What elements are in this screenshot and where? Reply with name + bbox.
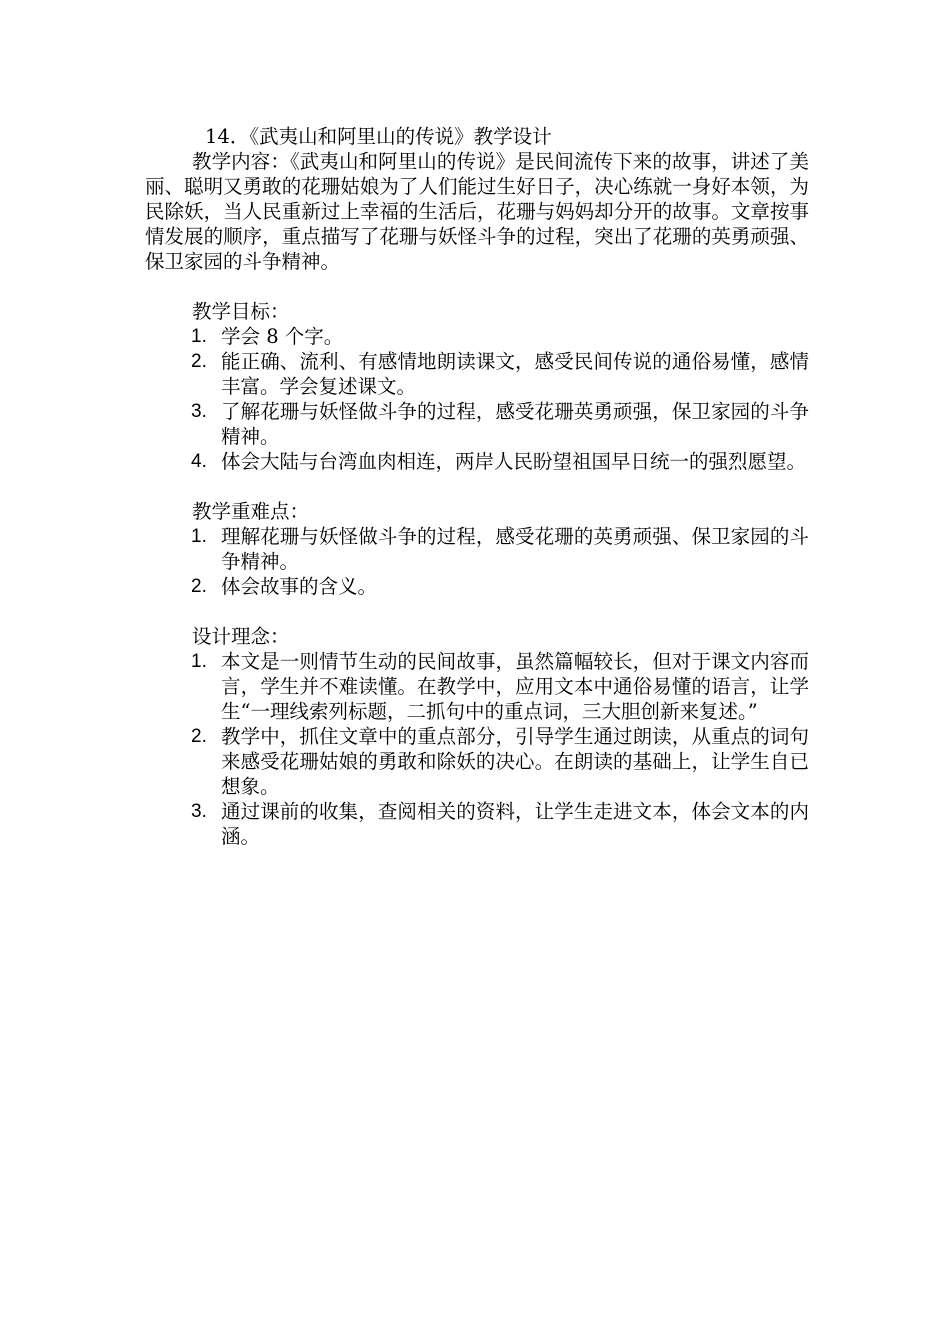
list-item-text: 体会大陆与台湾血肉相连，两岸人民盼望祖国早日统一的强烈愿望。 — [221, 450, 807, 473]
section-heading: 教学目标： — [192, 300, 290, 323]
list-number: 1. — [191, 526, 207, 547]
list-item-text: 通过课前的收集，查阅相关的资料，让学生走进文本，体会文本的内涵。 — [221, 800, 809, 848]
list-item-text: 了解花珊与妖怪做斗争的过程，感受花珊英勇顽强，保卫家园的斗争精神。 — [221, 400, 809, 448]
design-concept-list — [145, 649, 809, 849]
list-item — [145, 649, 809, 724]
list-item-text: 能正确、流利、有感情地朗读课文，感受民间传说的通俗易懂，感情丰富。学会复述课文。 — [221, 350, 809, 398]
section-key-points — [145, 499, 809, 599]
section-objectives — [145, 299, 809, 474]
list-item-text: 学会 8 个字。 — [221, 325, 344, 348]
list-number: 4. — [191, 451, 207, 472]
list-item-text: 本文是一则情节生动的民间故事，虽然篇幅较长，但对于课文内容而言，学生并不难读懂。在教学中，应用文本中通俗易懂的语言，让学生“一理线索列标题，二抓句中的重点词，三大胆创新来复述。” — [221, 650, 809, 723]
list-number: 2. — [191, 576, 207, 597]
list-item-text: 体会故事的含义。 — [221, 575, 378, 598]
key-points-list — [145, 524, 809, 599]
list-number: 3. — [191, 801, 207, 822]
list-item — [145, 799, 809, 849]
list-number: 1. — [191, 651, 207, 672]
list-item — [145, 399, 809, 449]
list-item-text: 教学中，抓住文章中的重点部分，引导学生通过朗读，从重点的词句来感受花珊姑娘的勇敢和除妖的决心。在朗读的基础上，让学生自已想象。 — [221, 725, 809, 798]
list-item-text: 理解花珊与妖怪做斗争的过程，感受花珊的英勇顽强、保卫家园的斗争精神。 — [221, 525, 809, 573]
list-item — [145, 724, 809, 799]
list-item — [145, 524, 809, 574]
list-number: 1. — [191, 326, 207, 347]
list-item — [145, 324, 809, 349]
document-body — [145, 124, 809, 849]
list-item — [145, 349, 809, 399]
document-title: 14．《武夷山和阿里山的传说》教学设计 — [205, 125, 552, 148]
section-heading: 设计理念： — [192, 625, 290, 648]
section-heading: 教学重难点： — [192, 500, 310, 523]
list-number: 2. — [191, 726, 207, 747]
section-design-concept — [145, 624, 809, 849]
intro-paragraph: 教学内容：《武夷山和阿里山的传说》是民间流传下来的故事，讲述了美丽、聪明又勇敢的花珊姑娘为了人们能过生好日子，决心练就一身好本领，为民除妖，当人民重新过上幸福的生活后，花珊与妈妈却分开的故事。文章按事情发展的顺序，重点描写了花珊与妖怪斗争的过程，突出了花珊的英勇顽强、保卫家园的斗争精神。 — [145, 150, 809, 273]
list-number: 2. — [191, 351, 207, 372]
list-item — [145, 574, 809, 599]
list-number: 3. — [191, 401, 207, 422]
list-item — [145, 449, 809, 474]
objectives-list — [145, 324, 809, 474]
